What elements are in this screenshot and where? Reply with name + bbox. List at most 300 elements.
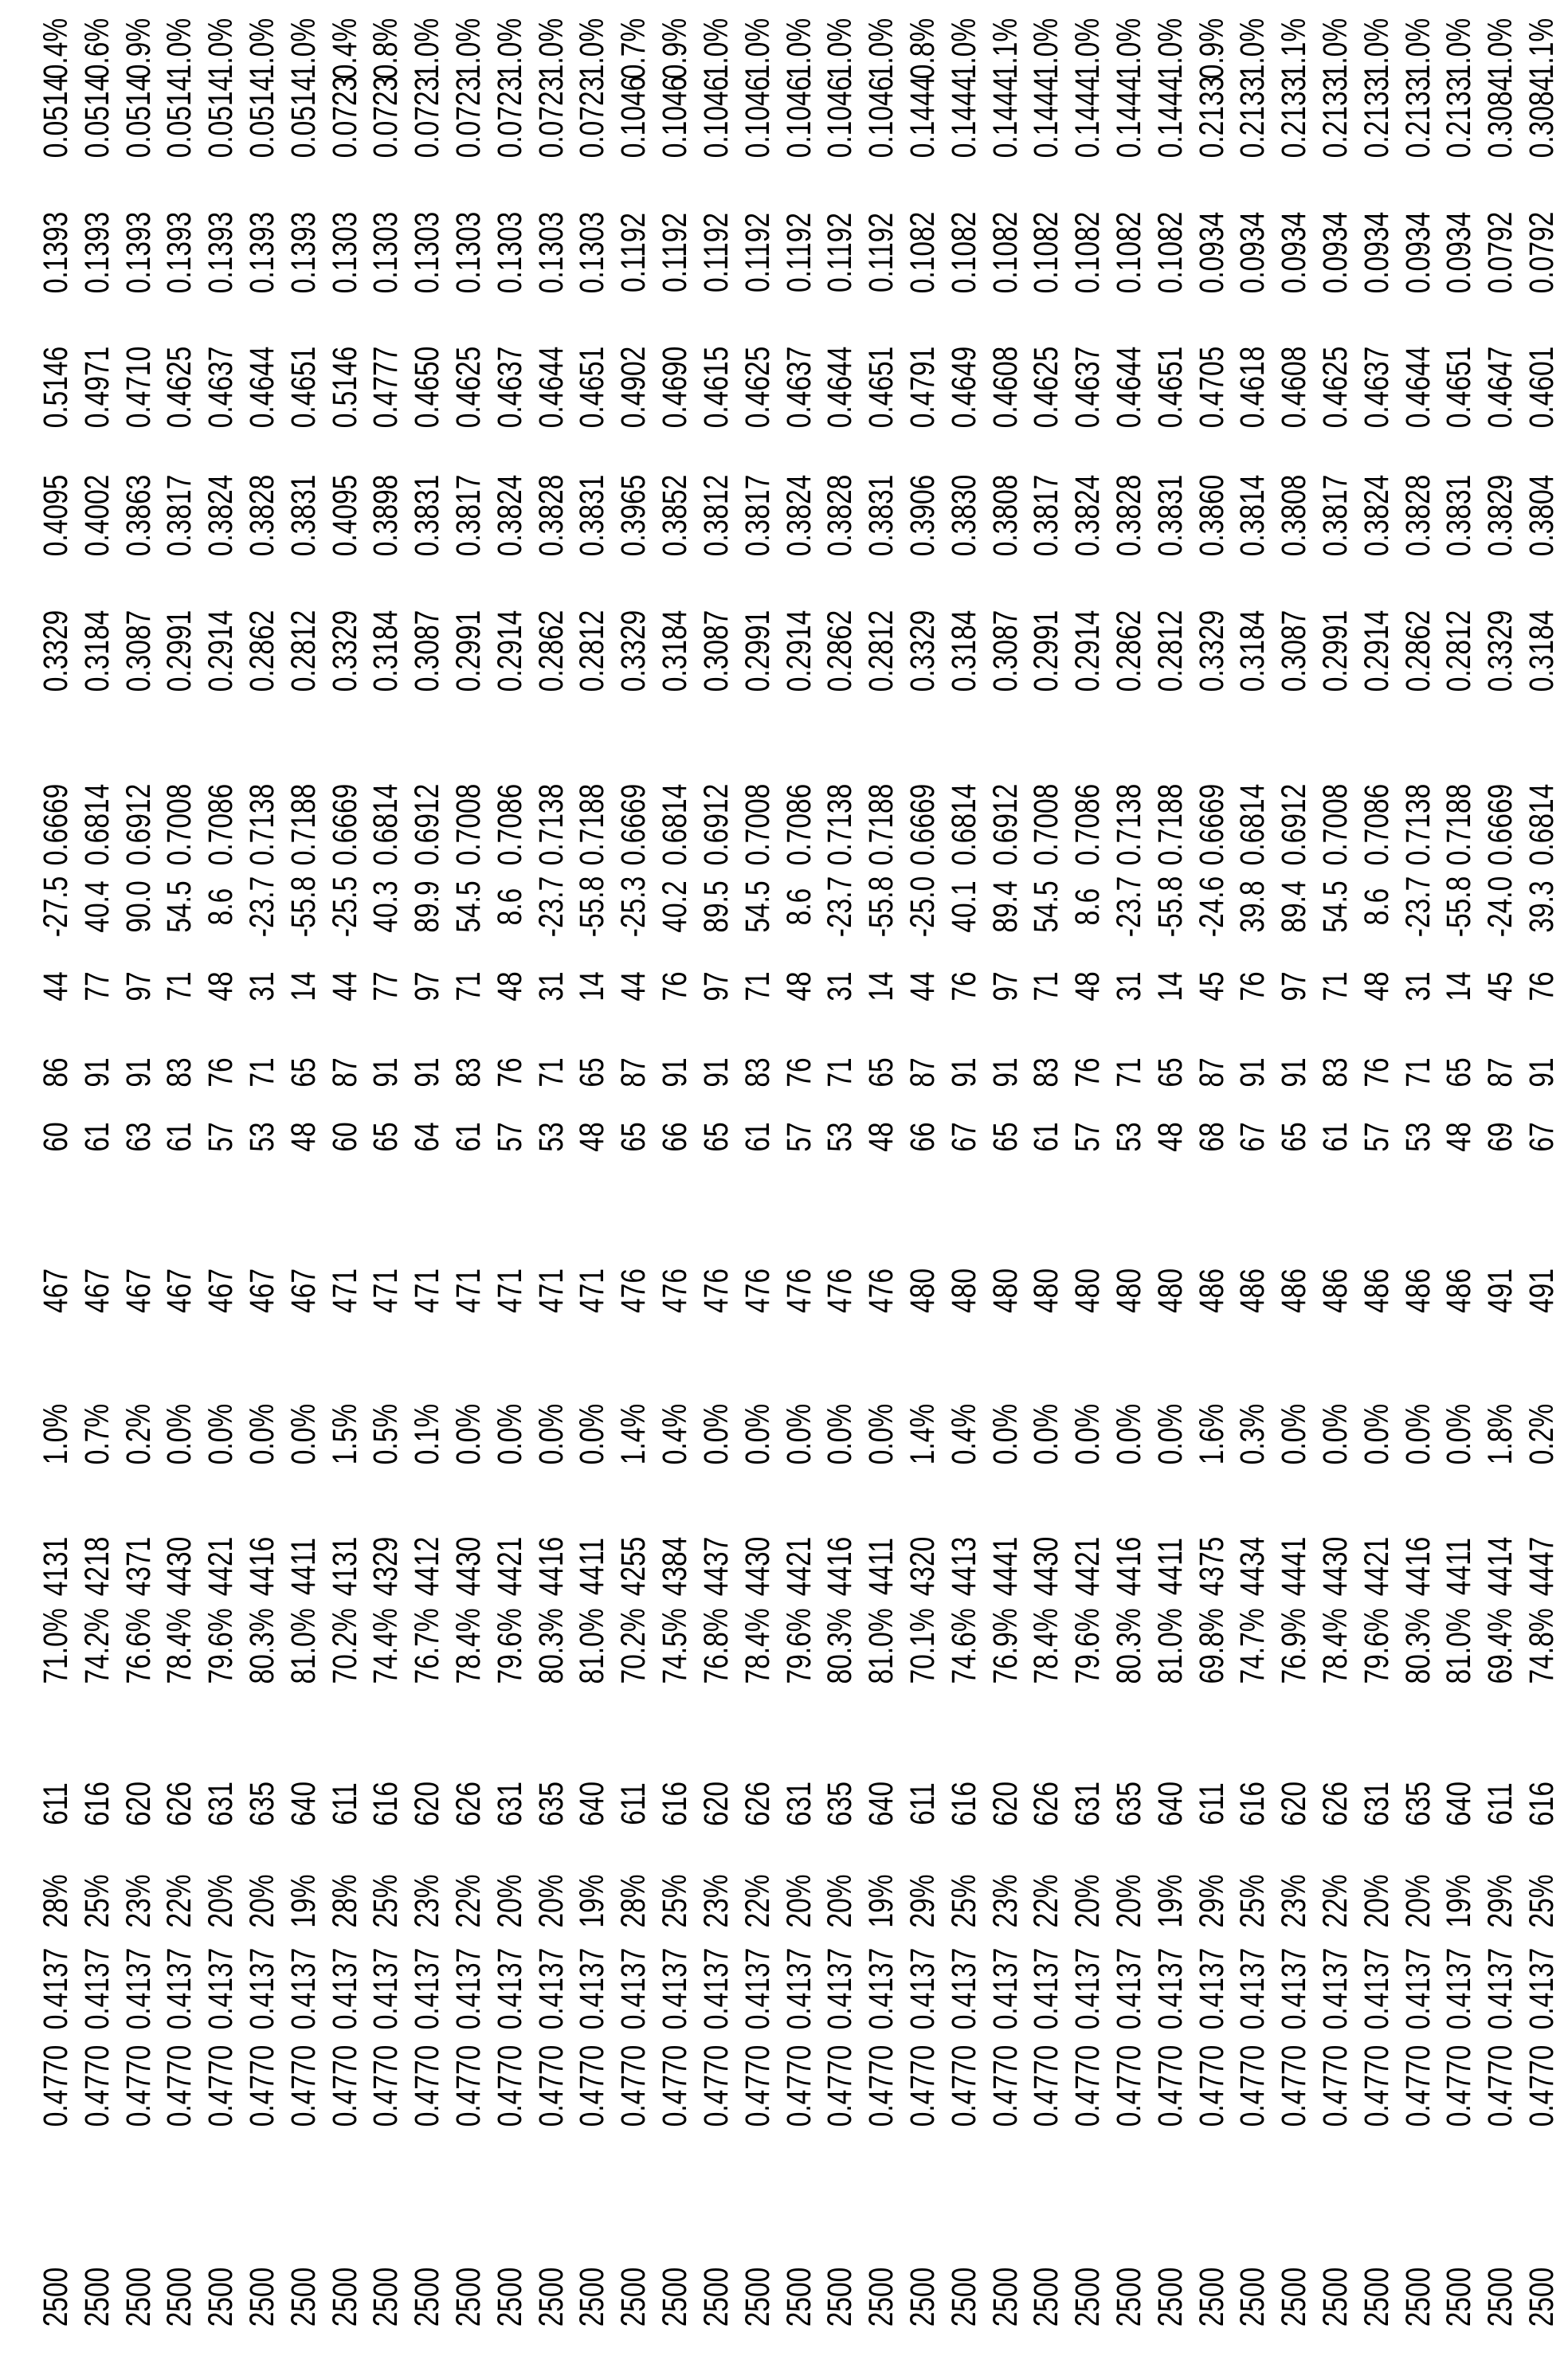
table-cell-c17: 0.4651 [573,346,612,429]
table-cell-c13: -23.7 [1398,876,1437,938]
table-cell-c18: 0.1082 [944,211,983,294]
table-cell-c4: 20% [821,1874,860,1928]
table-cell-c14: 0.7138 [531,783,570,866]
table-cell-c12: 14 [1440,971,1479,1002]
table-cell-c19: 0.2133 [1398,76,1437,159]
table-cell-c13: -24.0 [1481,876,1520,938]
table-cell-c16: 0.3831 [1440,474,1479,557]
table-cell-c18: 0.1192 [779,212,818,293]
table-row [1232,0,1273,2360]
table-row [365,0,406,2360]
table-cell-c20: 1.0% [1440,18,1479,80]
table-cell-c7: 4441 [1275,1536,1314,1597]
table-cell-c17: 0.4644 [243,346,282,429]
table-row [1108,0,1150,2360]
table-cell-c13: -55.8 [1151,876,1190,938]
table-cell-c15: 0.3184 [1523,610,1561,692]
table-cell-c11: 91 [986,1057,1025,1088]
table-cell-c13: -23.7 [1109,876,1148,938]
table-cell-c2: 0.4770 [1481,2044,1520,2127]
table-cell-c19: 0.1046 [779,76,818,159]
table-cell-c4: 25% [367,1874,406,1928]
table-cell-c1: 2500 [1315,2267,1354,2327]
table-cell-c11: 76 [779,1057,818,1088]
table-cell-c17: 0.4637 [1357,346,1396,429]
table-cell-c2: 0.4770 [1109,2044,1148,2127]
table-cell-c6: 80.3% [1109,1608,1148,1684]
table-cell-c20: 1.0% [862,18,901,80]
table-cell-c10: 61 [738,1122,777,1152]
table-cell-c1: 2500 [449,2267,488,2327]
table-cell-c12: 76 [656,971,695,1002]
table-cell-c9: 480 [1068,1268,1107,1313]
table-cell-c19: 0.0723 [325,76,364,159]
table-row [654,0,696,2360]
table-cell-c13: -23.7 [821,876,860,938]
table-cell-c1: 2500 [573,2267,612,2327]
table-cell-c3: 0.4137 [284,1947,323,2030]
table-cell-c14: 0.6814 [1523,783,1561,866]
table-cell-c5: 611 [614,1782,653,1825]
table-cell-c4: 19% [862,1874,901,1928]
table-cell-c10: 65 [986,1122,1025,1152]
table-cell-c9: 467 [243,1268,282,1313]
table-cell-c2: 0.4770 [1068,2044,1107,2127]
table-cell-c15: 0.2914 [202,610,241,692]
table-cell-c4: 25% [944,1874,983,1928]
table-cell-c19: 0.3084 [1523,76,1561,159]
table-cell-c4: 25% [656,1874,695,1928]
table-cell-c3: 0.4137 [408,1947,447,2030]
table-cell-c10: 61 [160,1122,199,1152]
table-cell-c14: 0.7138 [1109,783,1148,866]
table-cell-c20: 1.0% [1233,18,1272,80]
table-row [1025,0,1067,2360]
table-cell-c18: 0.1192 [614,212,653,293]
table-cell-c11: 91 [656,1057,695,1088]
table-cell-c10: 65 [1275,1122,1314,1152]
table-cell-c18: 0.1393 [37,211,75,294]
table-cell-c6: 69.4% [1481,1608,1520,1684]
table-cell-c1: 2500 [614,2267,653,2327]
table-cell-c7: 4430 [1027,1536,1066,1597]
table-cell-c8: 0.0% [243,1403,282,1465]
table-cell-c1: 2500 [1398,2267,1437,2327]
table-cell-c4: 20% [779,1874,818,1928]
table-cell-c10: 67 [944,1122,983,1152]
table-cell-c1: 2500 [408,2267,447,2327]
table-cell-c12: 44 [614,971,653,1002]
table-cell-c16: 0.3828 [531,474,570,557]
table-cell-c1: 2500 [284,2267,323,2327]
table-cell-c2: 0.4770 [696,2044,735,2127]
table-cell-c20: 1.0% [1151,18,1190,80]
table-cell-c1: 2500 [160,2267,199,2327]
table-row [696,0,737,2360]
table-cell-c13: 40.3 [367,880,406,933]
table-row [241,0,283,2360]
table-cell-c18: 0.1082 [903,211,942,294]
table-cell-c18: 0.1192 [738,212,777,293]
table-cell-c12: 31 [1109,971,1148,1002]
table-cell-c20: 1.0% [738,18,777,80]
table-cell-c1: 2500 [531,2267,570,2327]
table-cell-c17: 0.5146 [37,346,75,429]
table-cell-c6: 76.8% [696,1608,735,1684]
table-cell-c8: 0.0% [1151,1403,1190,1465]
table-cell-c16: 0.3852 [656,474,695,557]
table-cell-c13: -55.8 [284,876,323,938]
table-cell-c18: 0.0934 [1440,211,1479,294]
table-cell-c20: 1.0% [779,18,818,80]
table-cell-c12: 77 [77,971,116,1002]
table-cell-c16: 0.3828 [243,474,282,557]
table-cell-c7: 4416 [1109,1536,1148,1597]
table-cell-c14: 0.6669 [37,783,75,866]
table-cell-c9: 471 [325,1268,364,1313]
table-cell-c20: 1.0% [573,18,612,80]
table-cell-c16: 0.3824 [202,474,241,557]
table-cell-c13: 89.9 [408,880,447,933]
table-cell-c6: 79.6% [490,1608,529,1684]
table-row [778,0,820,2360]
table-cell-c2: 0.4770 [862,2044,901,2127]
table-cell-c5: 626 [738,1782,777,1826]
table-cell-c10: 53 [531,1122,570,1152]
table-cell-c4: 29% [1481,1874,1520,1928]
table-cell-c17: 0.4625 [738,346,777,429]
table-cell-c20: 0.4% [325,18,364,80]
table-cell-c11: 87 [325,1057,364,1088]
table-cell-c1: 2500 [1523,2267,1561,2327]
table-cell-c14: 0.6814 [77,783,116,866]
table-cell-c9: 480 [1027,1268,1066,1313]
table-cell-c7: 4384 [656,1536,695,1597]
table-cell-c13: -23.7 [243,876,282,938]
table-cell-c9: 480 [1109,1268,1148,1313]
table-cell-c9: 486 [1357,1268,1396,1313]
table-cell-c13: 54.5 [738,880,777,933]
table-cell-c3: 0.4137 [779,1947,818,2030]
table-cell-c7: 4255 [614,1536,653,1597]
table-cell-c19: 0.1444 [1068,76,1107,159]
table-cell-c1: 2500 [202,2267,241,2327]
table-cell-c8: 0.2% [119,1403,158,1465]
table-cell-c13: 54.5 [160,880,199,933]
table-cell-c4: 23% [119,1874,158,1928]
table-cell-c12: 44 [325,971,364,1002]
table-cell-c20: 1.0% [1481,18,1520,80]
table-row [1521,0,1562,2360]
table-cell-c14: 0.7138 [821,783,860,866]
table-cell-c16: 0.3965 [614,474,653,557]
table-cell-c7: 4375 [1192,1536,1231,1597]
table-cell-c13: 89.4 [986,880,1025,933]
table-cell-c17: 0.4644 [1398,346,1437,429]
table-cell-c1: 2500 [1481,2267,1520,2327]
table-cell-c11: 65 [284,1057,323,1088]
table-cell-c13: 40.4 [77,880,116,933]
table-cell-c8: 0.0% [531,1403,570,1465]
table-cell-c8: 0.0% [986,1403,1025,1465]
table-cell-c8: 0.0% [1357,1403,1396,1465]
table-cell-c14: 0.6814 [944,783,983,866]
table-cell-c2: 0.4770 [37,2044,75,2127]
table-cell-c17: 0.4637 [490,346,529,429]
table-cell-c7: 4434 [1233,1536,1272,1597]
table-cell-c2: 0.4770 [1192,2044,1231,2127]
table-cell-c19: 0.2133 [1440,76,1479,159]
table-cell-c2: 0.4770 [1398,2044,1437,2127]
table-cell-c19: 0.1444 [1027,76,1066,159]
table-cell-c16: 0.3824 [1357,474,1396,557]
table-cell-c9: 476 [821,1268,860,1313]
table-cell-c13: -23.7 [531,876,570,938]
table-cell-c17: 0.4690 [656,346,695,429]
table-row [571,0,613,2360]
table-cell-c6: 79.6% [779,1608,818,1684]
table-cell-c5: 616 [1233,1782,1272,1826]
table-cell-c11: 76 [1068,1057,1107,1088]
table-cell-c4: 25% [1523,1874,1561,1928]
table-cell-c6: 80.3% [531,1608,570,1684]
table-cell-c14: 0.7086 [490,783,529,866]
table-cell-c15: 0.3087 [119,610,158,692]
table-cell-c20: 1.0% [1315,18,1354,80]
table-cell-c2: 0.4770 [408,2044,447,2127]
table-cell-c11: 91 [77,1057,116,1088]
table-cell-c9: 476 [614,1268,653,1313]
table-cell-c17: 0.4601 [1523,346,1561,429]
table-cell-c20: 1.0% [1398,18,1437,80]
table-cell-c5: 620 [696,1782,735,1826]
table-cell-c17: 0.4705 [1192,346,1231,429]
table-cell-c14: 0.7188 [573,783,612,866]
table-cell-c8: 0.0% [862,1403,901,1465]
table-cell-c8: 0.5% [367,1403,406,1465]
table-cell-c1: 2500 [1109,2267,1148,2327]
table-cell-c16: 0.3808 [1275,474,1314,557]
table-cell-c15: 0.2862 [243,610,282,692]
table-cell-c13: -25.5 [325,876,364,938]
table-cell-c12: 14 [1151,971,1190,1002]
table-cell-c14: 0.6669 [1192,783,1231,866]
table-cell-c12: 76 [1523,971,1561,1002]
table-cell-c15: 0.2812 [1440,610,1479,692]
table-cell-c19: 0.1444 [986,76,1025,159]
table-cell-c7: 4421 [1357,1536,1396,1597]
table-cell-c11: 65 [1151,1057,1190,1088]
table-cell-c12: 14 [573,971,612,1002]
table-cell-c7: 4421 [490,1536,529,1597]
table-cell-c18: 0.1303 [490,211,529,294]
table-cell-c12: 71 [738,971,777,1002]
table-cell-c7: 4414 [1481,1536,1520,1597]
table-cell-c3: 0.4137 [325,1947,364,2030]
table-cell-c16: 0.3828 [821,474,860,557]
table-cell-c20: 0.9% [1192,18,1231,80]
table-cell-c18: 0.1393 [77,211,116,294]
table-cell-c19: 0.0723 [490,76,529,159]
table-cell-c10: 69 [1481,1122,1520,1152]
table-cell-c18: 0.0934 [1275,211,1314,294]
table-cell-c5: 626 [1315,1782,1354,1826]
table-cell-c4: 20% [243,1874,282,1928]
table-cell-c1: 2500 [37,2267,75,2327]
table-cell-c9: 467 [37,1268,75,1313]
table-cell-c8: 0.0% [821,1403,860,1465]
table-cell-c11: 91 [696,1057,735,1088]
table-cell-c19: 0.0514 [202,76,241,159]
table-cell-c6: 79.6% [1068,1608,1107,1684]
table-cell-c15: 0.2812 [862,610,901,692]
table-cell-c18: 0.0934 [1233,211,1272,294]
table-cell-c2: 0.4770 [779,2044,818,2127]
table-row [35,0,76,2360]
table-cell-c11: 83 [1027,1057,1066,1088]
table-cell-c15: 0.3184 [656,610,695,692]
table-cell-c6: 69.8% [1192,1608,1231,1684]
table-cell-c17: 0.4625 [1315,346,1354,429]
table-cell-c3: 0.4137 [243,1947,282,2030]
table-cell-c13: 8.6 [490,888,529,926]
table-cell-c14: 0.6814 [1233,783,1272,866]
table-cell-c15: 0.3329 [325,610,364,692]
table-cell-c1: 2500 [738,2267,777,2327]
table-cell-c19: 0.1046 [614,76,653,159]
table-cell-c8: 0.1% [408,1403,447,1465]
table-cell-c5: 611 [1481,1782,1520,1825]
table-cell-c7: 4131 [325,1536,364,1597]
table-cell-c8: 1.6% [1192,1403,1231,1465]
table-cell-c11: 71 [243,1057,282,1088]
table-cell-c20: 1.1% [1275,18,1314,80]
table-cell-c15: 0.2812 [284,610,323,692]
table-cell-c14: 0.7086 [1068,783,1107,866]
table-cell-c15: 0.3087 [408,610,447,692]
table-cell-c5: 635 [531,1782,570,1826]
table-cell-c8: 1.4% [903,1403,942,1465]
table-cell-c9: 471 [573,1268,612,1313]
table-cell-c17: 0.4651 [284,346,323,429]
table-cell-c12: 76 [1233,971,1272,1002]
table-cell-c14: 0.7008 [1027,783,1066,866]
table-cell-c3: 0.4137 [903,1947,942,2030]
table-cell-c5: 631 [1068,1782,1107,1826]
table-cell-c8: 0.0% [573,1403,612,1465]
table-cell-c3: 0.4137 [37,1947,75,2030]
table-cell-c7: 4416 [531,1536,570,1597]
table-cell-c18: 0.1393 [243,211,282,294]
table-cell-c6: 78.4% [738,1608,777,1684]
table-cell-c2: 0.4770 [119,2044,158,2127]
table-cell-c1: 2500 [1233,2267,1272,2327]
table-cell-c9: 480 [903,1268,942,1313]
table-cell-c10: 65 [367,1122,406,1152]
table-row [1356,0,1397,2360]
table-cell-c11: 87 [1192,1057,1231,1088]
table-cell-c2: 0.4770 [367,2044,406,2127]
table-cell-c16: 0.3817 [449,474,488,557]
table-cell-c8: 0.0% [490,1403,529,1465]
table-cell-c14: 0.6912 [408,783,447,866]
table-cell-c11: 91 [367,1057,406,1088]
table-cell-c10: 53 [1398,1122,1437,1152]
table-cell-c5: 620 [408,1782,447,1826]
table-cell-c8: 0.0% [738,1403,777,1465]
table-cell-c12: 44 [37,971,75,1002]
table-cell-c18: 0.1082 [1068,211,1107,294]
table-cell-c14: 0.7188 [862,783,901,866]
table-cell-c10: 48 [1151,1122,1190,1152]
table-cell-c18: 0.1393 [119,211,158,294]
table-cell-c17: 0.4625 [449,346,488,429]
table-cell-c6: 76.6% [119,1608,158,1684]
table-cell-c8: 0.0% [202,1403,241,1465]
table-cell-c13: 90.0 [119,880,158,933]
table-row [1438,0,1480,2360]
table-cell-c19: 0.0723 [408,76,447,159]
table-cell-c20: 1.0% [696,18,735,80]
table-cell-c4: 20% [490,1874,529,1928]
table-cell-c11: 91 [1523,1057,1561,1088]
table-cell-c7: 4421 [1068,1536,1107,1597]
table-cell-c10: 67 [1233,1122,1272,1152]
table-cell-c19: 0.0514 [37,76,75,159]
table-cell-c13: 39.3 [1523,880,1561,933]
table-cell-c15: 0.2914 [1357,610,1396,692]
table-cell-c14: 0.7086 [202,783,241,866]
table-cell-c3: 0.4137 [656,1947,695,2030]
table-cell-c8: 0.0% [449,1403,488,1465]
table-cell-c13: 54.5 [1315,880,1354,933]
table-cell-c3: 0.4137 [449,1947,488,2030]
table-cell-c12: 45 [1192,971,1231,1002]
table-cell-c8: 0.0% [1440,1403,1479,1465]
table-cell-c6: 74.5% [656,1608,695,1684]
table-cell-c15: 0.3087 [696,610,735,692]
table-cell-c10: 48 [284,1122,323,1152]
table-cell-c6: 71.0% [37,1608,75,1684]
table-cell-c16: 0.3831 [408,474,447,557]
table-cell-c4: 22% [160,1874,199,1928]
table-cell-c1: 2500 [243,2267,282,2327]
table-cell-c12: 97 [986,971,1025,1002]
table-cell-c7: 4416 [243,1536,282,1597]
table-cell-c2: 0.4770 [738,2044,777,2127]
table-cell-c2: 0.4770 [614,2044,653,2127]
table-cell-c15: 0.2991 [1027,610,1066,692]
table-cell-c7: 4411 [862,1537,901,1596]
table-cell-c17: 0.4615 [696,346,735,429]
table-cell-c15: 0.2914 [490,610,529,692]
table-cell-c12: 31 [821,971,860,1002]
table-cell-c5: 611 [903,1782,942,1825]
table-cell-c1: 2500 [1275,2267,1314,2327]
table-cell-c8: 0.3% [1233,1403,1272,1465]
table-cell-c5: 631 [202,1782,241,1826]
table-cell-c10: 65 [614,1122,653,1152]
table-cell-c17: 0.4902 [614,346,653,429]
table-cell-c15: 0.3329 [37,610,75,692]
table-cell-c4: 22% [1027,1874,1066,1928]
table-cell-c1: 2500 [986,2267,1025,2327]
table-cell-c1: 2500 [944,2267,983,2327]
table-cell-c7: 4421 [779,1536,818,1597]
table-cell-c9: 480 [1151,1268,1190,1313]
table-cell-c18: 0.1393 [202,211,241,294]
table-row [200,0,241,2360]
